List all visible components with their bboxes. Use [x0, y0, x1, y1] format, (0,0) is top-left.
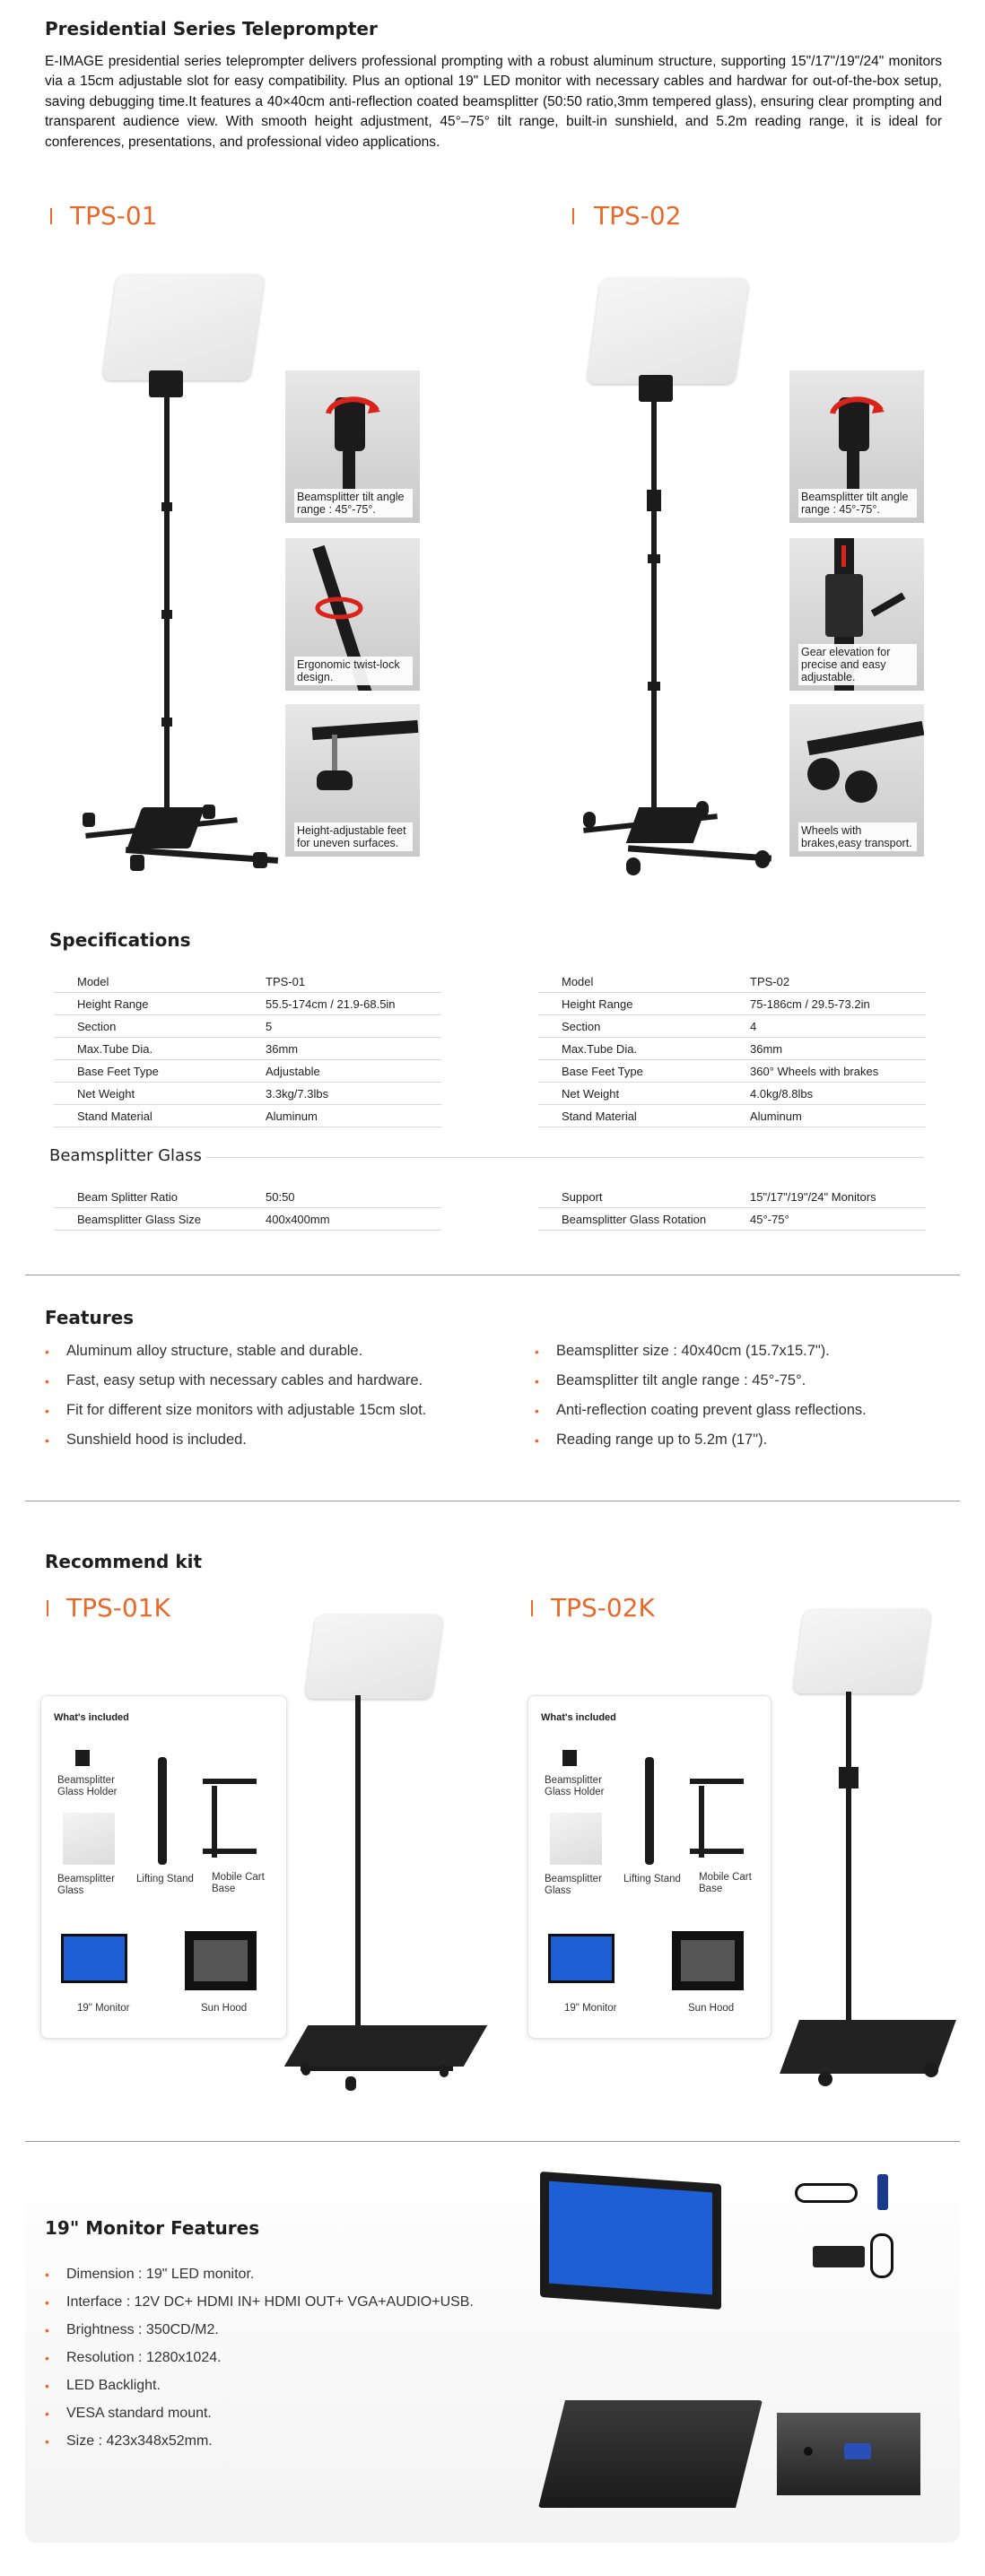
list-item: • Anti-reflection coating prevent glass reflections. [535, 1402, 867, 1418]
table-row: Beamsplitter Glass Rotation 45°-75° [538, 1208, 926, 1231]
list-item: • Beamsplitter size : 40x40cm (15.7x15.7"). [535, 1343, 830, 1359]
tps01-holder [149, 370, 183, 397]
whats-included-label: What's included [54, 1712, 129, 1723]
whats-included-label: What's included [541, 1712, 616, 1723]
list-item: • Fast, easy setup with necessary cables and hardware. [45, 1372, 423, 1388]
cart-base-image [690, 1779, 744, 1784]
tps01-caption-tilt: Beamsplitter tilt angle range : 45°-75°. [294, 489, 413, 518]
table-row: Beamsplitter Glass Size 400x400mm [54, 1208, 441, 1231]
bullet-dot-icon: • [45, 2378, 49, 2393]
bullet-dot-icon: • [45, 2406, 49, 2421]
tps01-detail-tilt [285, 370, 420, 523]
table-row: Base Feet Type Adjustable [54, 1060, 441, 1083]
tps01-heading: TPS-01 [70, 201, 158, 231]
list-item: • LED Backlight. [45, 2377, 161, 2393]
features-title: Features [45, 1307, 135, 1328]
tps02-detail-gear [789, 538, 924, 691]
divider [206, 1157, 924, 1158]
kit2-heading: TPS-02K [551, 1593, 655, 1623]
glass-holder-image [562, 1750, 577, 1766]
table-row: Beam Splitter Ratio 50:50 [54, 1186, 441, 1208]
table-row: Max.Tube Dia. 36mm [54, 1038, 441, 1060]
list-item: • Resolution : 1280x1024. [45, 2349, 222, 2365]
up-arrow-icon [841, 545, 846, 567]
monitor-ports-image [777, 2413, 920, 2495]
glass-table-left [54, 1186, 441, 1231]
bullet-dot-icon: • [45, 2350, 49, 2365]
kit1-accent-bar [47, 1600, 48, 1616]
kit2-accent-bar [531, 1600, 533, 1616]
kit1-card: What's included Beamsplitter Glass Holder Lifting Stand Beamsplitter Glass Mobile Cart Base 19" Monitor Sun Hood [40, 1695, 287, 2039]
tps02-detail-tilt [789, 370, 924, 523]
table-row: Model TPS-01 [54, 970, 441, 993]
bullet-dot-icon: • [45, 2433, 49, 2449]
table-row: Section 5 [54, 1015, 441, 1038]
list-item: • Brightness : 350CD/M2. [45, 2321, 219, 2337]
bullet-dot-icon: • [45, 2294, 49, 2310]
list-item: • Sunshield hood is included. [45, 1432, 247, 1448]
monitor-title: 19" Monitor Features [45, 2217, 260, 2239]
sun-hood-image [672, 1931, 744, 1990]
list-item: • VESA standard mount. [45, 2405, 212, 2421]
glass-holder-image [75, 1750, 90, 1766]
rotate-arrow-icon [825, 387, 888, 422]
rotate-arrow-icon [312, 590, 366, 626]
bullet-dot-icon: • [45, 1373, 49, 1388]
table-row: Support 15"/17"/19"/24" Monitors [538, 1186, 926, 1208]
list-item: • Aluminum alloy structure, stable and durable. [45, 1343, 363, 1359]
tps02-pole [651, 400, 657, 822]
tps02-detail-wheels [789, 704, 924, 857]
monitor-image [61, 1934, 127, 1983]
list-item: • Fit for different size monitors with adjustable 15cm slot. [45, 1402, 427, 1418]
intro-paragraph: E-IMAGE presidential series teleprompter delivers professional prompting with a robust aluminum structure, supporting 15"/17"/19"/24" monitors via a 15cm adjustable slot for easy compatibility. Plus an optional 19" LED monitor with necessary cables and hardwar for out-of-the-box setup, saving debugging time.It features a 40×40cm anti-reflection coated beamsplitter (50:50 ratio,3mm tempered glass), ensuring clear prompting and transparent audience view. With smooth height adjustment, 45°–75° tilt range, built-in sunshield, and 5.2m reading range, it is ideal for conferences, presentations, and professional video applications. [45, 54, 942, 150]
cables-image [777, 2165, 911, 2300]
list-item: • Beamsplitter tilt angle range : 45°-75°. [535, 1372, 806, 1388]
table-row: Height Range 55.5-174cm / 21.9-68.5in [54, 993, 441, 1015]
bullet-dot-icon: • [45, 2322, 49, 2337]
glass-table-right [538, 1186, 926, 1231]
section-divider [25, 2141, 960, 2142]
table-row: Net Weight 4.0kg/8.8lbs [538, 1083, 926, 1105]
table-row: Max.Tube Dia. 36mm [538, 1038, 926, 1060]
features-list-right [535, 1336, 956, 1455]
table-row: Model TPS-02 [538, 970, 926, 993]
specifications-title: Specifications [49, 929, 191, 951]
bullet-dot-icon: • [45, 1403, 49, 1418]
tps02-heading: TPS-02 [594, 201, 682, 231]
tps02-caption-gear: Gear elevation for precise and easy adjustable. [798, 644, 917, 685]
bullet-dot-icon: • [535, 1403, 539, 1418]
list-item: • Size : 423x348x52mm. [45, 2432, 213, 2449]
tps01-caption-feet: Height-adjustable feet for uneven surfaces. [294, 822, 413, 851]
monitor-front-image [540, 2171, 721, 2310]
kit2-card: What's included Beamsplitter Glass Holder Lifting Stand Beamsplitter Glass Mobile Cart Base 19" Monitor Sun Hood [527, 1695, 771, 2039]
bullet-dot-icon: • [45, 1344, 49, 1359]
monitor-image [548, 1934, 615, 1983]
kit1-heading: TPS-01K [66, 1593, 170, 1623]
table-row: Height Range 75-186cm / 29.5-73.2in [538, 993, 926, 1015]
bullet-dot-icon: • [535, 1344, 539, 1359]
spec-table-tps02 [538, 970, 926, 1127]
sun-hood-image [185, 1931, 257, 1990]
lifting-stand-image [645, 1757, 654, 1865]
kit1-cart-base [284, 2025, 488, 2067]
features-list-left [45, 1336, 511, 1455]
table-row: Section 4 [538, 1015, 926, 1038]
spec-table-tps01 [54, 970, 441, 1127]
beamsplitter-glass-title: Beamsplitter Glass [49, 1146, 202, 1165]
table-row: Stand Material Aluminum [538, 1105, 926, 1127]
list-item: • Interface : 12V DC+ HDMI IN+ HDMI OUT+ VGA+AUDIO+USB. [45, 2293, 474, 2310]
table-row: Net Weight 3.3kg/7.3lbs [54, 1083, 441, 1105]
tps02-glass [587, 278, 750, 384]
list-item: • Reading range up to 5.2m (17"). [535, 1432, 768, 1448]
bullet-dot-icon: • [45, 2267, 49, 2282]
tps02-accent-bar [572, 208, 574, 224]
glass-image [63, 1813, 115, 1865]
lifting-stand-image [158, 1757, 167, 1865]
tps02-caption-tilt: Beamsplitter tilt angle range : 45°-75°. [798, 489, 917, 518]
bullet-dot-icon: • [535, 1373, 539, 1388]
tps01-glass [102, 274, 266, 380]
bullet-dot-icon: • [45, 1432, 49, 1448]
glass-image [550, 1813, 602, 1865]
table-row: Base Feet Type 360° Wheels with brakes [538, 1060, 926, 1083]
rotate-arrow-icon [321, 387, 384, 422]
page-title: Presidential Series Teleprompter [45, 18, 378, 39]
monitor-features-list [45, 2260, 547, 2455]
list-item: • Dimension : 19" LED monitor. [45, 2266, 255, 2282]
monitor-back-image [538, 2400, 763, 2508]
cart-base-image [203, 1779, 257, 1784]
tps01-caption-twistlock: Ergonomic twist-lock design. [294, 657, 413, 685]
tps01-accent-bar [50, 208, 52, 224]
recommend-title: Recommend kit [45, 1551, 203, 1572]
bullet-dot-icon: • [535, 1432, 539, 1448]
table-row: Stand Material Aluminum [54, 1105, 441, 1127]
tps01-detail-feet [285, 704, 420, 857]
tps02-caption-wheels: Wheels with brakes,easy transport. [798, 822, 917, 851]
tps01-detail-twistlock [285, 538, 420, 691]
